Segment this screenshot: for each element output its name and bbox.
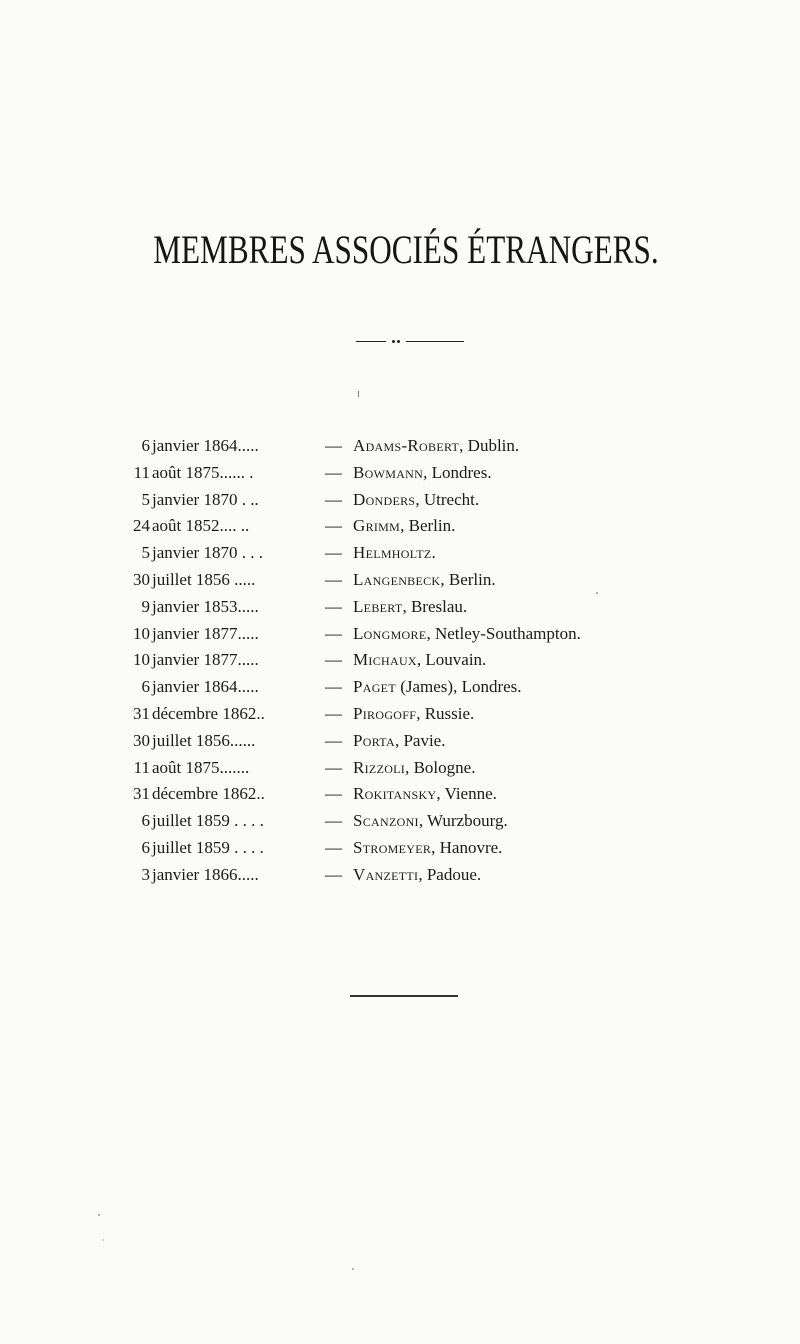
title-ornament bbox=[356, 340, 464, 344]
member-date-day: 9 bbox=[141, 596, 150, 616]
member-name: Rizzoli bbox=[353, 757, 406, 777]
member-name: Paget bbox=[353, 677, 396, 697]
member-date: janvier 1877..... bbox=[152, 623, 259, 643]
member-row bbox=[0, 834, 800, 861]
member-date-day: 30 bbox=[133, 570, 150, 589]
member-row bbox=[0, 486, 800, 513]
member-date: août 1852.... .. bbox=[152, 516, 250, 536]
member-entry bbox=[353, 593, 467, 620]
member-date: janvier 1870 . .. bbox=[152, 489, 259, 509]
member-row bbox=[0, 807, 800, 834]
member-date-day: 10 bbox=[133, 623, 150, 643]
member-name: Langenbeck bbox=[353, 570, 441, 589]
separator-dash: — bbox=[325, 730, 342, 750]
member-entry bbox=[353, 700, 474, 727]
member-date-day: 11 bbox=[133, 757, 150, 777]
member-row bbox=[0, 780, 800, 807]
member-date-day: 5 bbox=[141, 489, 150, 509]
member-location: , Londres. bbox=[423, 462, 492, 482]
member-entry bbox=[353, 512, 455, 539]
member-entry bbox=[353, 486, 479, 513]
member-entry bbox=[353, 620, 581, 647]
member-date-day: 11 bbox=[133, 462, 150, 482]
paper-speck bbox=[98, 1214, 100, 1216]
separator-dash: — bbox=[325, 864, 342, 884]
member-date: janvier 1853..... bbox=[152, 596, 259, 616]
member-name: Pirogoff bbox=[353, 704, 417, 723]
member-location: , Netley-Southampton. bbox=[426, 623, 581, 643]
separator-dash: — bbox=[325, 811, 342, 831]
separator-dash: — bbox=[325, 570, 342, 589]
member-location: , Breslau. bbox=[402, 596, 468, 616]
ornament-dot bbox=[392, 340, 395, 343]
member-name: Longmore bbox=[353, 623, 427, 643]
member-date: décembre 1862.. bbox=[152, 704, 265, 723]
paper-speck bbox=[103, 1239, 104, 1241]
member-entry bbox=[353, 727, 445, 754]
separator-dash: — bbox=[325, 623, 342, 643]
member-entry bbox=[353, 673, 522, 700]
member-entry bbox=[353, 459, 492, 486]
member-name: Vanzetti bbox=[353, 864, 419, 884]
member-entry bbox=[353, 780, 497, 807]
member-date: juillet 1859 . . . . bbox=[152, 838, 264, 857]
member-location: , Hanovre. bbox=[431, 838, 503, 857]
member-entry bbox=[353, 566, 496, 593]
paper-speck bbox=[352, 1268, 354, 1270]
member-date-day: 6 bbox=[141, 811, 150, 831]
paper-speck bbox=[596, 592, 598, 594]
member-entry bbox=[353, 807, 508, 834]
separator-dash: — bbox=[325, 596, 342, 616]
member-date: janvier 1864..... bbox=[152, 436, 259, 455]
separator-dash: — bbox=[325, 650, 342, 670]
separator-dash: — bbox=[325, 489, 342, 509]
member-location: , Dublin. bbox=[459, 436, 520, 455]
member-date: juillet 1856...... bbox=[152, 730, 256, 750]
member-location: . bbox=[431, 543, 436, 563]
member-name: Donders bbox=[353, 489, 416, 509]
member-name: Helmholtz bbox=[353, 543, 432, 563]
member-name: Rokitansky bbox=[353, 784, 437, 804]
separator-dash: — bbox=[325, 784, 342, 804]
member-location: , Bologne. bbox=[405, 757, 476, 777]
member-row bbox=[0, 700, 800, 727]
member-date-day: 10 bbox=[133, 650, 150, 670]
member-location: , Berlin. bbox=[440, 570, 496, 589]
separator-dash: — bbox=[325, 462, 342, 482]
member-row bbox=[0, 861, 800, 888]
separator-dash: — bbox=[325, 436, 342, 455]
member-location: , Wurzbourg. bbox=[418, 811, 508, 831]
member-location: , Louvain. bbox=[416, 650, 487, 670]
member-date: juillet 1856 ..... bbox=[152, 570, 256, 589]
member-row bbox=[0, 539, 800, 566]
member-date: juillet 1859 . . . . bbox=[152, 811, 264, 831]
member-entry bbox=[353, 834, 502, 861]
member-row bbox=[0, 593, 800, 620]
member-date: janvier 1864..... bbox=[152, 677, 259, 697]
member-name: Lebert bbox=[353, 596, 403, 616]
member-date-day: 31 bbox=[133, 704, 150, 723]
member-row bbox=[0, 512, 800, 539]
separator-dash: — bbox=[325, 757, 342, 777]
separator-dash: — bbox=[325, 704, 342, 723]
member-location: , Pavie. bbox=[394, 730, 446, 750]
member-entry bbox=[353, 432, 519, 459]
member-location: , Russie. bbox=[416, 704, 475, 723]
member-name: Grimm bbox=[353, 516, 401, 536]
member-entry bbox=[353, 539, 436, 566]
member-name: Scanzoni bbox=[353, 811, 419, 831]
member-date-day: 24 bbox=[133, 516, 150, 536]
member-row bbox=[0, 673, 800, 700]
member-date-day: 6 bbox=[141, 436, 150, 455]
member-location: , Vienne. bbox=[436, 784, 497, 804]
member-row bbox=[0, 459, 800, 486]
member-row bbox=[0, 432, 800, 459]
separator-dash: — bbox=[325, 516, 342, 536]
member-entry bbox=[353, 861, 481, 888]
member-name: Michaux bbox=[353, 650, 417, 670]
member-name: Adams-Robert bbox=[353, 436, 460, 455]
member-date: janvier 1877..... bbox=[152, 650, 259, 670]
member-date: janvier 1866..... bbox=[152, 864, 259, 884]
member-location: , Berlin. bbox=[400, 516, 456, 536]
separator-dash: — bbox=[325, 543, 342, 563]
member-date: août 1875...... . bbox=[152, 462, 254, 482]
member-row bbox=[0, 566, 800, 593]
page-title: MEMBRES ASSOCIÉS ÉTRANGERS. bbox=[153, 227, 659, 272]
member-row bbox=[0, 646, 800, 673]
member-name: Porta bbox=[353, 730, 395, 750]
member-date-day: 31 bbox=[133, 784, 150, 804]
member-name: Stromeyer bbox=[353, 838, 432, 857]
print-mark bbox=[358, 391, 359, 397]
bottom-rule bbox=[350, 995, 458, 997]
member-date-day: 6 bbox=[141, 677, 150, 697]
member-entry bbox=[353, 754, 475, 781]
separator-dash: — bbox=[325, 838, 342, 857]
member-entry bbox=[353, 646, 486, 673]
member-date-day: 5 bbox=[141, 543, 150, 563]
member-date: janvier 1870 . . . bbox=[152, 543, 263, 563]
ornament-line-left bbox=[356, 341, 386, 342]
member-location: , Utrecht. bbox=[415, 489, 480, 509]
member-date-day: 30 bbox=[133, 730, 150, 750]
member-date-day: 3 bbox=[141, 864, 150, 884]
separator-dash: — bbox=[325, 677, 342, 697]
ornament-line-right bbox=[406, 341, 464, 342]
member-location: (James), Londres. bbox=[395, 677, 522, 697]
member-row bbox=[0, 620, 800, 647]
ornament-dot bbox=[397, 340, 400, 343]
member-row bbox=[0, 727, 800, 754]
member-date-day: 6 bbox=[141, 838, 150, 857]
member-location: , Padoue. bbox=[418, 864, 482, 884]
member-name: Bowmann bbox=[353, 462, 424, 482]
member-date: décembre 1862.. bbox=[152, 784, 265, 804]
member-row bbox=[0, 754, 800, 781]
member-date: août 1875....... bbox=[152, 757, 250, 777]
